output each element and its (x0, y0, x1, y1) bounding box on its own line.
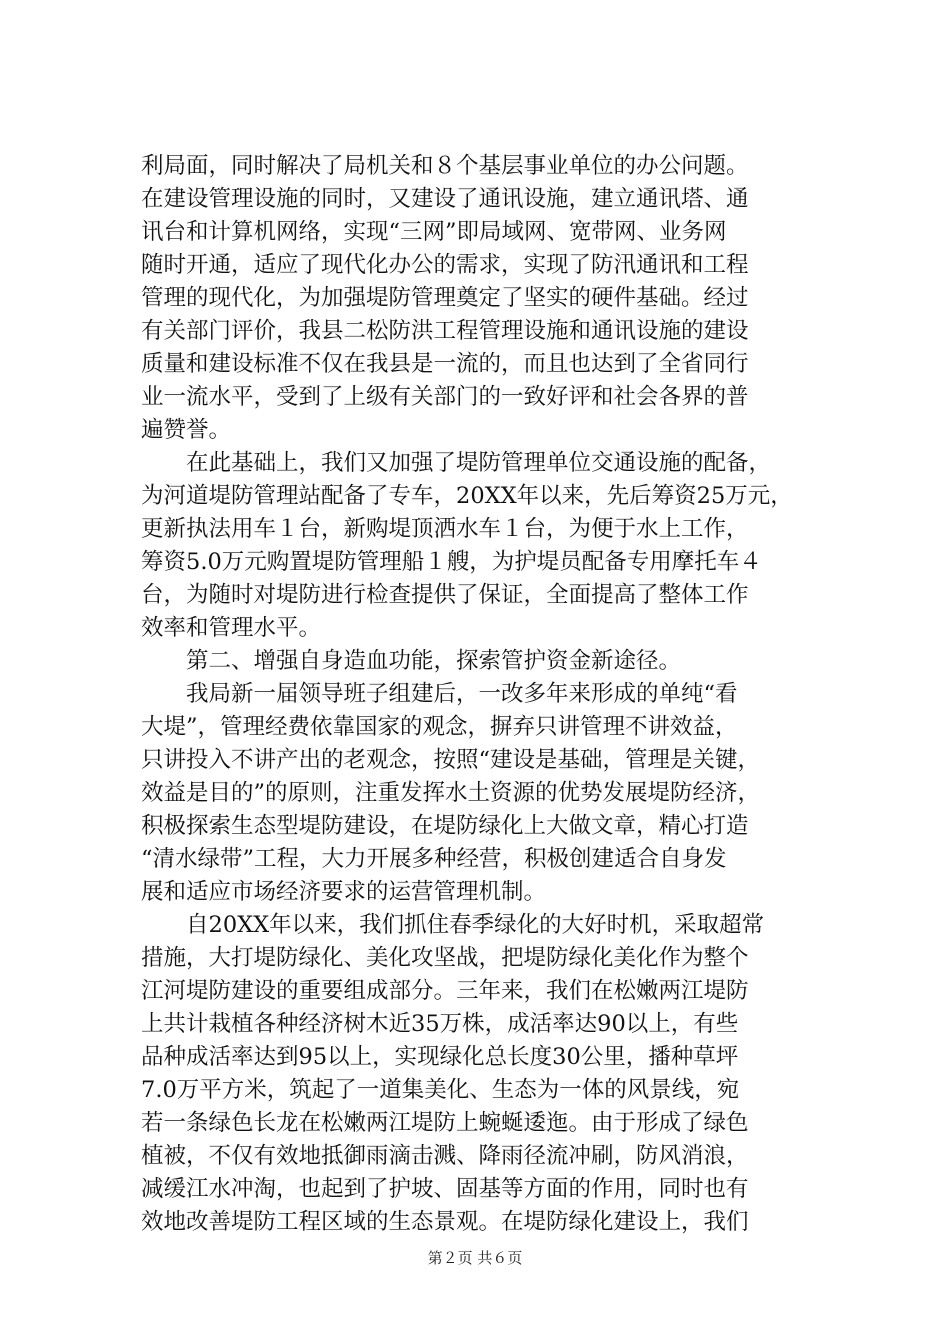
text-line-13: 筹资5.0万元购置堤防管理船１艘，为护堤员配备专用摩托车４ (141, 549, 762, 575)
text-line-4: 随时开通，适应了现代化办公的需求，实现了防汛通讯和工程 (141, 252, 749, 278)
text-line-18: 大堤”，管理经费依靠国家的观念，摒弃只讲管理不讲效益， (141, 714, 738, 740)
text-line-11: 为河道堤防管理站配备了专车，20XX年以来，先后筹资25万元， (141, 483, 793, 509)
text-line-30: 若一条绿色长龙在松嫩两江堤防上蜿蜒逶迤。由于形成了绿色 (141, 1110, 749, 1136)
text-line-26: 江河堤防建设的重要组成部分。三年来，我们在松嫩两江堤防 (141, 978, 749, 1004)
text-line-33: 效地改善堤防工程区域的生态景观。在堤防绿化建设上，我们 (141, 1209, 749, 1235)
text-line-7: 质量和建设标准不仅在我县是一流的，而且也达到了全省同行 (141, 351, 749, 377)
text-line-32: 减缓江水冲淘，也起到了护坡、固基等方面的作用，同时也有 (141, 1176, 749, 1202)
text-line-2: 在建设管理设施的同时，又建设了通讯设施，建立通讯塔、通 (141, 186, 749, 212)
page-number-footer: 第２页 共６页 (427, 1249, 523, 1267)
text-line-8: 业一流水平，受到了上级有关部门的一致好评和社会各界的普 (141, 384, 749, 410)
text-line-1: 利局面，同时解决了局机关和８个基层事业单位的办公问题。 (141, 153, 749, 179)
text-line-14: 台，为随时对堤防进行检查提供了保证，全面提高了整体工作 (141, 582, 749, 608)
text-line-27: 上共计栽植各种经济树木近35万株，成活率达90以上，有些 (141, 1011, 739, 1037)
text-line-24: 自20XX年以来，我们抓住春季绿化的大好时机，采取超常 (141, 912, 765, 938)
text-line-15: 效率和管理水平。 (141, 615, 322, 641)
text-line-9: 遍赞誉。 (141, 417, 232, 443)
text-line-21: 积极探索生态型堤防建设，在堤防绿化上大做文章，精心打造 (141, 813, 749, 839)
text-line-23: 展和适应市场经济要求的运营管理机制。 (141, 879, 547, 905)
text-line-31: 植被，不仅有效地抵御雨滴击溅、降雨径流冲刷，防风消浪， (141, 1143, 749, 1169)
text-line-12: 更新执法用车１台，新购堤顶洒水车１台，为便于水上工作， (141, 516, 749, 542)
text-line-29: 7.0万平方米，筑起了一道集美化、生态为一体的风景线，宛 (141, 1077, 740, 1103)
text-line-28: 品种成活率达到95以上，实现绿化总长度30公里，播种草坪 (141, 1044, 739, 1070)
text-line-3: 讯台和计算机网络，实现“三网”即局域网、宽带网、业务网 (141, 219, 727, 245)
text-line-10: 在此基础上，我们又加强了堤防管理单位交通设施的配备， (141, 450, 772, 476)
text-line-5: 管理的现代化，为加强堤防管理奠定了坚实的硬件基础。经过 (141, 285, 749, 311)
text-line-22: “清水绿带”工程，大力开展多种经营，积极创建适合自身发 (141, 846, 727, 872)
text-line-17: 我局新一届领导班子组建后，一改多年来形成的单纯“看 (141, 681, 738, 707)
text-line-25: 措施，大打堤防绿化、美化攻坚战，把堤防绿化美化作为整个 (141, 945, 749, 971)
text-line-6: 有关部门评价，我县二松防洪工程管理设施和通讯设施的建设 (141, 318, 749, 344)
body-text (141, 150, 833, 1239)
text-line-16: 第二、增强自身造血功能，探索管护资金新途径。 (141, 648, 682, 674)
text-line-20: 效益是目的”的原则，注重发挥水土资源的优势发展堤防经济， (141, 780, 761, 806)
text-line-19: 只讲投入不讲产出的老观念，按照“建设是基础，管理是关键， (141, 747, 761, 773)
